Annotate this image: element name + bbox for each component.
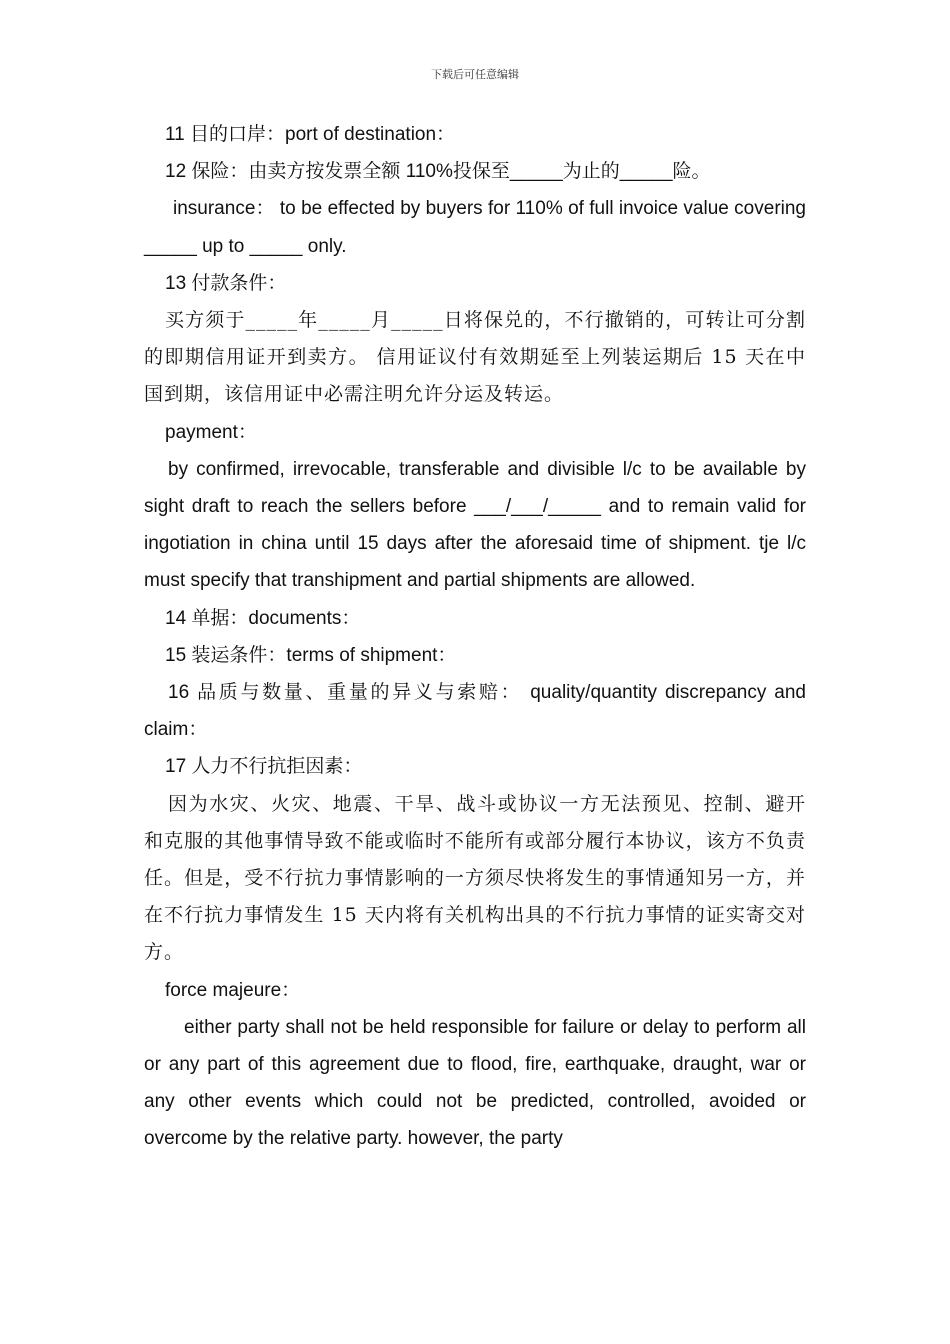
document-body: [144, 116, 806, 1158]
clause-12-insurance-en: insurance： to be effected by buyers for 110% of full invoice value covering _____ up to _____ only.: [144, 198, 806, 257]
clause-17-force-majeure-cn: 因为水灾、火灾、地震、干旱、战斗或协议一方无法预见、控制、避开和克服的其他事情导致不能或临时不能所有或部分履行本协议，该方不负责任。但是，受不行抗力事情影响的一方须尽快将发生的事情通知另一方，并在不行抗力事情发生 15 天内将有关机构出具的不行抗力事情的证实寄交对方。: [144, 792, 806, 964]
clause-12-insurance-cn: 12 保险：由卖方按发票全额 110%投保至_____为止的_____险。: [165, 161, 711, 183]
clause-13-payment-label: payment：: [165, 421, 257, 443]
clause-13-payment-en: by confirmed, irrevocable, transferable and divisible l/c to be available by sight draft to reach the sellers before ___/___/_____ and to remain valid for ingotiation in china until 15 days after the aforesaid time of shipment. tje l/c must specify that transhipment and partial shipments are allowed.: [144, 458, 806, 592]
clause-17-force-majeure-label: force majeure：: [165, 979, 301, 1001]
clause-14-documents: 14 单据：documents：: [165, 607, 361, 629]
clause-13-payment-terms-heading: 13 付款条件：: [165, 272, 287, 294]
clause-13-payment-cn: 买方须于_____年_____月_____日将保兑的，不行撤销的，可转让可分割的即期信用证开到卖方。 信用证议付有效期延至上列装运期后 15 天在中国到期，该信用证中必需注明允许分运及转运。: [144, 309, 806, 406]
clause-15-terms-of-shipment: 15 装运条件：terms of shipment：: [165, 644, 457, 666]
page-header-note: 下载后可任意编辑: [431, 68, 519, 81]
clause-17-force-majeure-en: either party shall not be held responsible for failure or delay to perform all or any part of this agreement due to flood, fire, earthquake, draught, war or any other events which could not be predicted, controlled, avoided or overcome by the relative party. however, the party: [144, 1016, 806, 1150]
clause-17-force-majeure-heading: 17 人力不行抗拒因素：: [165, 756, 363, 778]
clause-11-port-of-destination: 11 目的口岸：port of destination：: [165, 124, 456, 145]
clause-16-quality-claim: 16 品质与数量、重量的异义与索赔： quality/quantity discrepancy and claim：: [144, 682, 806, 741]
